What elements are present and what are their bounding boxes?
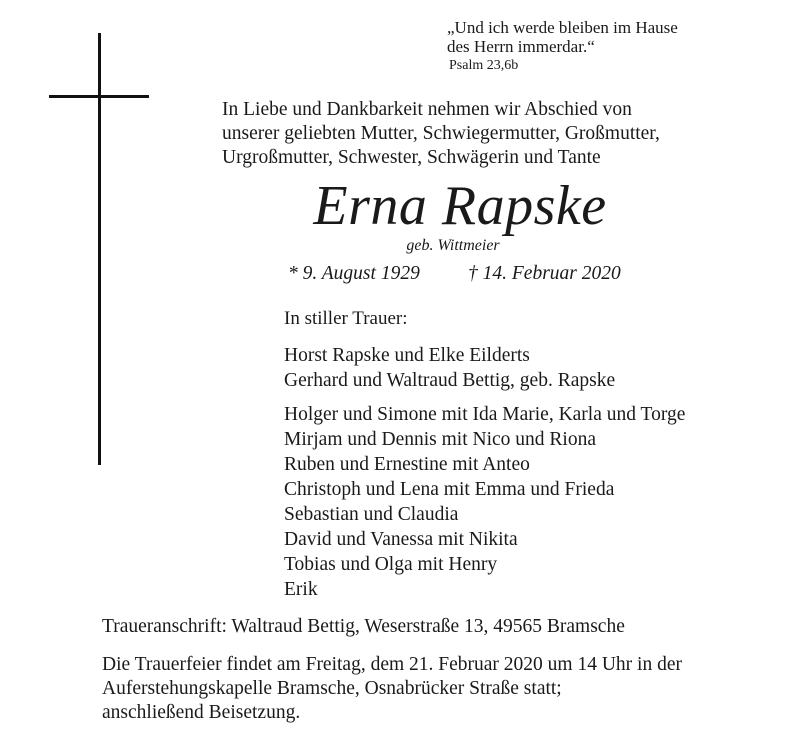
mourner-line: Holger und Simone mit Ida Marie, Karla und Torge [284,404,686,425]
mourner-line: Ruben und Ernestine mit Anteo [284,454,530,475]
mourner-line: Sebastian und Claudia [284,504,459,525]
mourners-grandchildren [284,402,685,602]
mourner-line: Christoph und Lena mit Emma und Frieda [284,479,615,500]
mourners-children [284,343,615,393]
intro-line: Urgroßmutter, Schwester, Schwägerin und Tante [222,147,601,168]
funeral-info [102,653,682,725]
mourners-label: In stiller Trauer: [284,308,408,329]
birth-date: * 9. August 1929 [288,263,420,284]
death-date: † 14. Februar 2020 [468,263,621,284]
mourner-line: David und Vanessa mit Nikita [284,529,518,550]
intro-text [222,98,660,170]
mourner-line: Mirjam und Dennis mit Nico und Riona [284,429,596,450]
mourner-line: Gerhard und Waltraud Bettig, geb. Rapske [284,370,616,391]
bible-quote [447,18,678,76]
quote-line: des Herrn immerdar.“ [447,37,595,56]
funeral-line: Auferstehungskapelle Bramsche, Osnabrücker Straße statt; [102,678,562,699]
mourner-line: Horst Rapske und Elke Eilderts [284,345,530,366]
maiden-name: geb. Wittmeier [406,237,500,254]
quote-source: Psalm 23,6b [449,58,519,73]
mourner-line: Erik [284,579,318,600]
funeral-line: anschließend Beisetzung. [102,702,301,723]
funeral-line: Die Trauerfeier findet am Freitag, dem 21. Februar 2020 um 14 Uhr in der [102,654,682,675]
intro-line: unserer geliebten Mutter, Schwiegermutter, Großmutter, [222,123,660,144]
intro-line: In Liebe und Dankbarkeit nehmen wir Abschied von [222,99,632,120]
quote-line: „Und ich werde bleiben im Hause [447,18,678,37]
cross-horizontal-bar [49,95,149,98]
deceased-name: Erna Rapske [313,175,607,237]
mourning-address: Traueranschrift: Waltraud Bettig, Weserstraße 13, 49565 Bramsche [102,616,625,637]
mourner-line: Tobias und Olga mit Henry [284,554,498,575]
